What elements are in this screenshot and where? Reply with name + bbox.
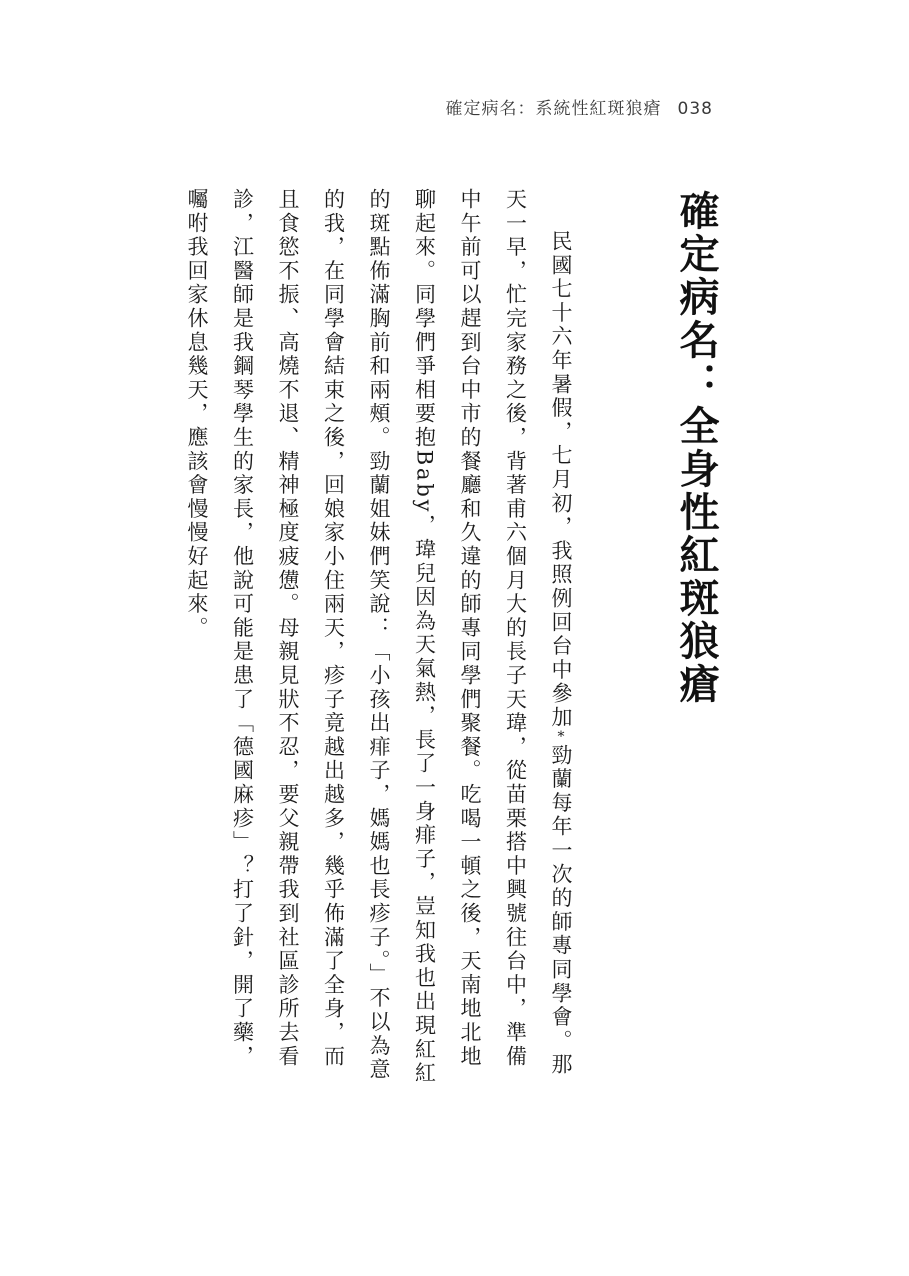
body-text xyxy=(174,188,584,1088)
running-title: 確定病名：系統性紅斑狼瘡 xyxy=(445,99,662,119)
paragraph-text-start: 民國七十六年暑假，七月初，我照例回台中參加 xyxy=(549,230,573,730)
chapter-title: 確定病名：全身性紅斑狼瘡 xyxy=(673,190,719,706)
paragraph xyxy=(174,188,584,1088)
footnote-marker: * xyxy=(557,729,565,744)
page-number: 038 xyxy=(677,99,713,119)
running-header xyxy=(446,94,713,119)
paragraph-text-rest: 勁蘭每年一次的師專同學會。那天一早，忙完家務之後，背著甫六個月大的長子天瑋，從苗栗搭中興號往台中，準備中午前可以趕到台中市的餐廳和久違的師專同學們聚餐。吃喝一頓之後，天南地北地聊起來。同學們爭相要抱Baby，瑋兒因為天氣熱，長了一身痱子，豈知我也出現紅紅的斑點佈滿胸前和兩頰。勁蘭姐妹們笑說：「小孩出痱子，媽媽也長疹子。」不以為意的我，在同學會結束之後，回娘家小住兩天，疹子竟越出越多，幾乎佈滿了全身，而且食慾不振、高燒不退、精神極度疲憊。母親見狀不忍，要父親帶我到社區診所去看診，江醫師是我鋼琴學生的家長，他說可能是患了「德國麻疹」？打了針，開了藥，囑咐我回家休息幾天，應該會慢慢好起來。 xyxy=(185,188,573,1086)
